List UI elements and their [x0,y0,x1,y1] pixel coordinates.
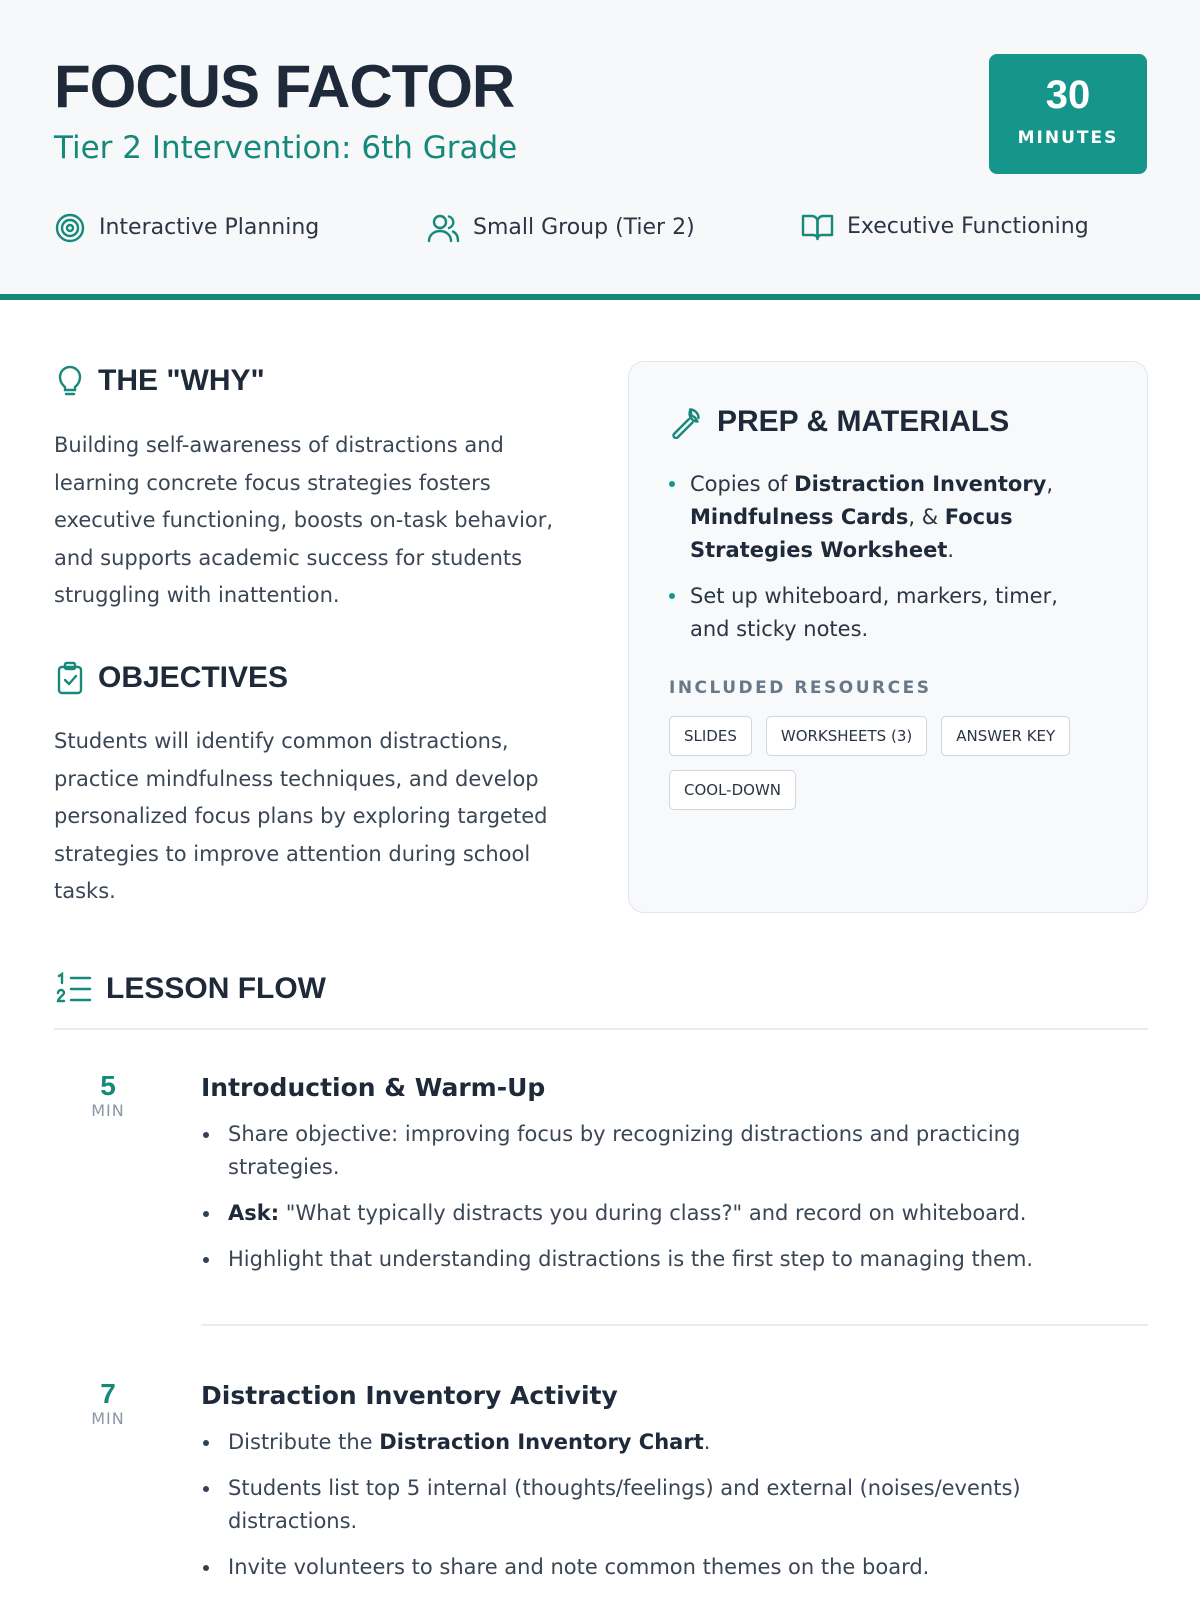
step-minutes-unit: MIN [91,1101,125,1120]
resource-chip-answer-key[interactable]: ANSWER KEY [941,716,1070,756]
step-bullet: Students list top 5 internal (thoughts/feelings) and external (noises/events) distractions. [201,1472,1081,1538]
step-minutes-unit: MIN [91,1409,125,1428]
step-duration [80,1378,136,1428]
prep-item: Copies of Distraction Inventory, Mindfulness Cards, & Focus Strategies Worksheet. [669,468,1099,567]
step-bullet: Distribute the Distraction Inventory Chart. [201,1426,1081,1459]
resource-chip-slides[interactable]: SLIDES [669,716,752,756]
lesson-step [54,1070,1148,1320]
duration-value: 30 [1045,73,1091,117]
wrench-icon [669,405,703,439]
resource-chips [669,716,1129,810]
why-text: Building self-awareness of distractions and learning concrete focus strategies fosters executive functioning, boosts on-task behavior, and supports academic success for students struggling with inattention. [54,433,554,607]
tag-label: Executive Functioning [847,214,1089,239]
resources-label: INCLUDED RESOURCES [669,678,932,698]
tag-label: Small Group (Tier 2) [473,215,695,240]
step-bullets [201,1118,1081,1289]
step-duration [80,1070,136,1120]
prep-item: Set up whiteboard, markers, timer, and sticky notes. [669,580,1099,646]
duration-badge [989,54,1147,174]
target-icon [54,212,86,244]
resource-chip-worksheets[interactable]: WORKSHEETS (3) [766,716,927,756]
step-bullet: Highlight that understanding distractions is the first step to managing them. [201,1243,1081,1276]
duration-unit: MINUTES [1017,128,1119,148]
step-bullet: Invite volunteers to share and note common themes on the board. [201,1551,1081,1584]
objectives-text: Students will identify common distractions, practice mindfulness techniques, and develop personalized focus plans by exploring targeted strategies to improve attention during school tasks. [54,729,548,903]
page-title: FOCUS FACTOR [54,53,515,120]
divider [54,1028,1148,1030]
numbered-list-icon [56,972,92,1006]
page-subtitle: Tier 2 Intervention: 6th Grade [54,130,518,166]
objectives-heading: OBJECTIVES [56,661,288,695]
lesson-header [0,0,1200,300]
step-bullet: Ask: "What typically distracts you during class?" and record on whiteboard. [201,1197,1081,1230]
tag-small-group [427,212,695,244]
tag-label: Interactive Planning [99,215,320,240]
users-icon [427,212,460,244]
lesson-step [54,1378,1148,1600]
why-heading: THE "WHY" [56,364,265,398]
book-open-icon [801,212,834,242]
prep-heading: PREP & MATERIALS [669,405,1009,439]
step-minutes: 5 [100,1070,116,1101]
divider [201,1324,1148,1326]
tag-executive-functioning [801,212,1089,242]
lesson-flow-heading: LESSON FLOW [56,972,326,1006]
clipboard-check-icon [56,661,84,695]
tag-interactive-planning [54,212,319,244]
step-minutes: 7 [100,1378,116,1409]
prep-materials-card [628,361,1148,913]
step-title: Introduction & Warm-Up [201,1073,546,1102]
resource-chip-cool-down[interactable]: COOL-DOWN [669,770,796,810]
step-bullet: Share objective: improving focus by recognizing distractions and practicing strategies. [201,1118,1081,1184]
lightbulb-icon [56,364,84,398]
step-bullets [201,1426,1081,1597]
step-title: Distraction Inventory Activity [201,1381,618,1410]
prep-list [669,468,1099,659]
